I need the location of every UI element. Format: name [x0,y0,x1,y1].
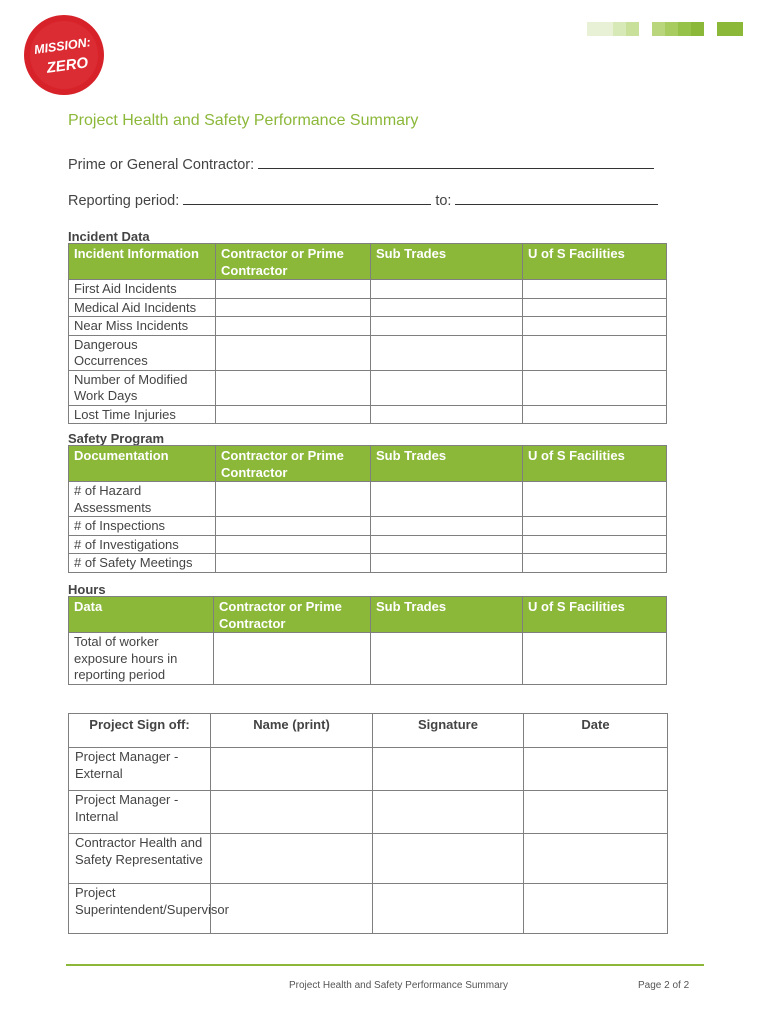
safety-table [68,445,667,573]
incident-section-label: Incident Data [68,229,150,244]
decorative-square [678,22,691,36]
row-label: # of Safety Meetings [69,554,216,573]
entry-cell[interactable] [373,791,524,834]
row-label: Lost Time Injuries [69,405,216,424]
safety-section-label: Safety Program [68,431,165,446]
table-row [69,280,667,299]
decorative-square [587,22,600,36]
entry-cell[interactable] [216,517,371,536]
entry-cell[interactable] [524,791,668,834]
header-cell: Incident Information [69,244,216,280]
row-label: # of Inspections [69,517,216,536]
entry-cell[interactable] [214,633,371,685]
period-label: Reporting period: [68,193,180,209]
hours-section-label: Hours [68,582,106,597]
row-label: Project Superintendent/Supervisor [69,884,211,934]
footer-page-number: Page 2 of 2 [638,980,690,991]
table-row [69,298,667,317]
decorative-square [652,22,665,36]
to-label: to: [435,193,452,209]
decorative-square [626,22,639,36]
entry-cell[interactable] [216,482,371,517]
entry-cell[interactable] [524,834,668,884]
row-label: Number of Modified Work Days [69,370,216,405]
entry-cell[interactable] [216,535,371,554]
entry-cell[interactable] [371,482,523,517]
svg-text:MISSION:: MISSION: [33,35,92,57]
contractor-label: Prime or General Contractor: [68,157,255,173]
entry-cell[interactable] [371,335,523,370]
entry-cell[interactable] [216,298,371,317]
signoff-row [69,834,668,884]
entry-cell[interactable] [373,748,524,791]
row-label: # of Investigations [69,535,216,554]
mission-zero-logo [23,14,105,96]
decorative-square [665,22,678,36]
entry-cell[interactable] [216,554,371,573]
contractor-field [68,154,654,173]
entry-cell[interactable] [524,748,668,791]
entry-cell[interactable] [371,370,523,405]
table-row [69,633,667,685]
hours-table [68,596,667,685]
table-row [69,517,667,536]
decorative-square [613,22,626,36]
footer-divider [66,964,704,966]
header-cell: Sub Trades [371,446,523,482]
header-cell: Sub Trades [371,597,523,633]
signoff-row [69,748,668,791]
row-label: First Aid Incidents [69,280,216,299]
table-row [69,554,667,573]
entry-cell[interactable] [523,405,667,424]
decorative-square [600,22,613,36]
entry-cell[interactable] [523,370,667,405]
entry-cell[interactable] [211,791,373,834]
entry-cell[interactable] [371,405,523,424]
period-start-line[interactable] [183,190,431,205]
entry-cell[interactable] [523,633,667,685]
entry-cell[interactable] [523,280,667,299]
entry-cell[interactable] [216,405,371,424]
header-cell: Contractor or Prime Contractor [216,446,371,482]
entry-cell[interactable] [373,834,524,884]
entry-cell[interactable] [371,535,523,554]
svg-text:ZERO: ZERO [45,54,90,77]
contractor-input-line[interactable] [258,154,654,169]
entry-cell[interactable] [523,517,667,536]
decorative-square [730,22,743,36]
entry-cell[interactable] [523,482,667,517]
row-label: Medical Aid Incidents [69,298,216,317]
signoff-row [69,884,668,934]
footer-title: Project Health and Safety Performance Summary [289,980,508,991]
signoff-table [68,713,668,934]
entry-cell[interactable] [524,884,668,934]
entry-cell[interactable] [523,335,667,370]
entry-cell[interactable] [216,317,371,336]
entry-cell[interactable] [211,748,373,791]
row-label: Total of worker exposure hours in reporting period [69,633,214,685]
entry-cell[interactable] [523,298,667,317]
decorative-square [639,22,652,36]
row-label: # of Hazard Assessments [69,482,216,517]
table-row [69,317,667,336]
header-cell: Sub Trades [371,244,523,280]
table-row [69,535,667,554]
header-cell: Contractor or Prime Contractor [214,597,371,633]
entry-cell[interactable] [523,554,667,573]
header-cell: Date [524,714,668,748]
entry-cell[interactable] [371,554,523,573]
header-cell: Project Sign off: [69,714,211,748]
decorative-square [704,22,717,36]
row-label: Dangerous Occurrences [69,335,216,370]
entry-cell[interactable] [373,884,524,934]
entry-cell[interactable] [216,370,371,405]
decorative-squares [587,22,743,36]
header-cell: Documentation [69,446,216,482]
header-cell: Signature [373,714,524,748]
header-cell: Contractor or Prime Contractor [216,244,371,280]
table-row [69,370,667,405]
document-title: Project Health and Safety Performance Summary [68,112,419,129]
entry-cell[interactable] [371,517,523,536]
entry-cell[interactable] [523,317,667,336]
header-cell: Data [69,597,214,633]
period-field [68,190,658,209]
entry-cell[interactable] [371,298,523,317]
header-cell: Name (print) [211,714,373,748]
row-label: Near Miss Incidents [69,317,216,336]
period-end-line[interactable] [455,190,658,205]
entry-cell[interactable] [371,633,523,685]
header-cell: U of S Facilities [523,244,667,280]
signoff-row [69,791,668,834]
header-cell: U of S Facilities [523,446,667,482]
entry-cell[interactable] [216,280,371,299]
entry-cell[interactable] [211,884,373,934]
header-cell: U of S Facilities [523,597,667,633]
incident-table [68,243,667,424]
table-row [69,482,667,517]
row-label: Contractor Health and Safety Representative [69,834,211,884]
entry-cell[interactable] [211,834,373,884]
entry-cell[interactable] [371,280,523,299]
entry-cell[interactable] [371,317,523,336]
table-row [69,335,667,370]
decorative-square [691,22,704,36]
entry-cell[interactable] [523,535,667,554]
row-label: Project Manager - Internal [69,791,211,834]
entry-cell[interactable] [216,335,371,370]
table-row [69,405,667,424]
decorative-square [717,22,730,36]
row-label: Project Manager - External [69,748,211,791]
